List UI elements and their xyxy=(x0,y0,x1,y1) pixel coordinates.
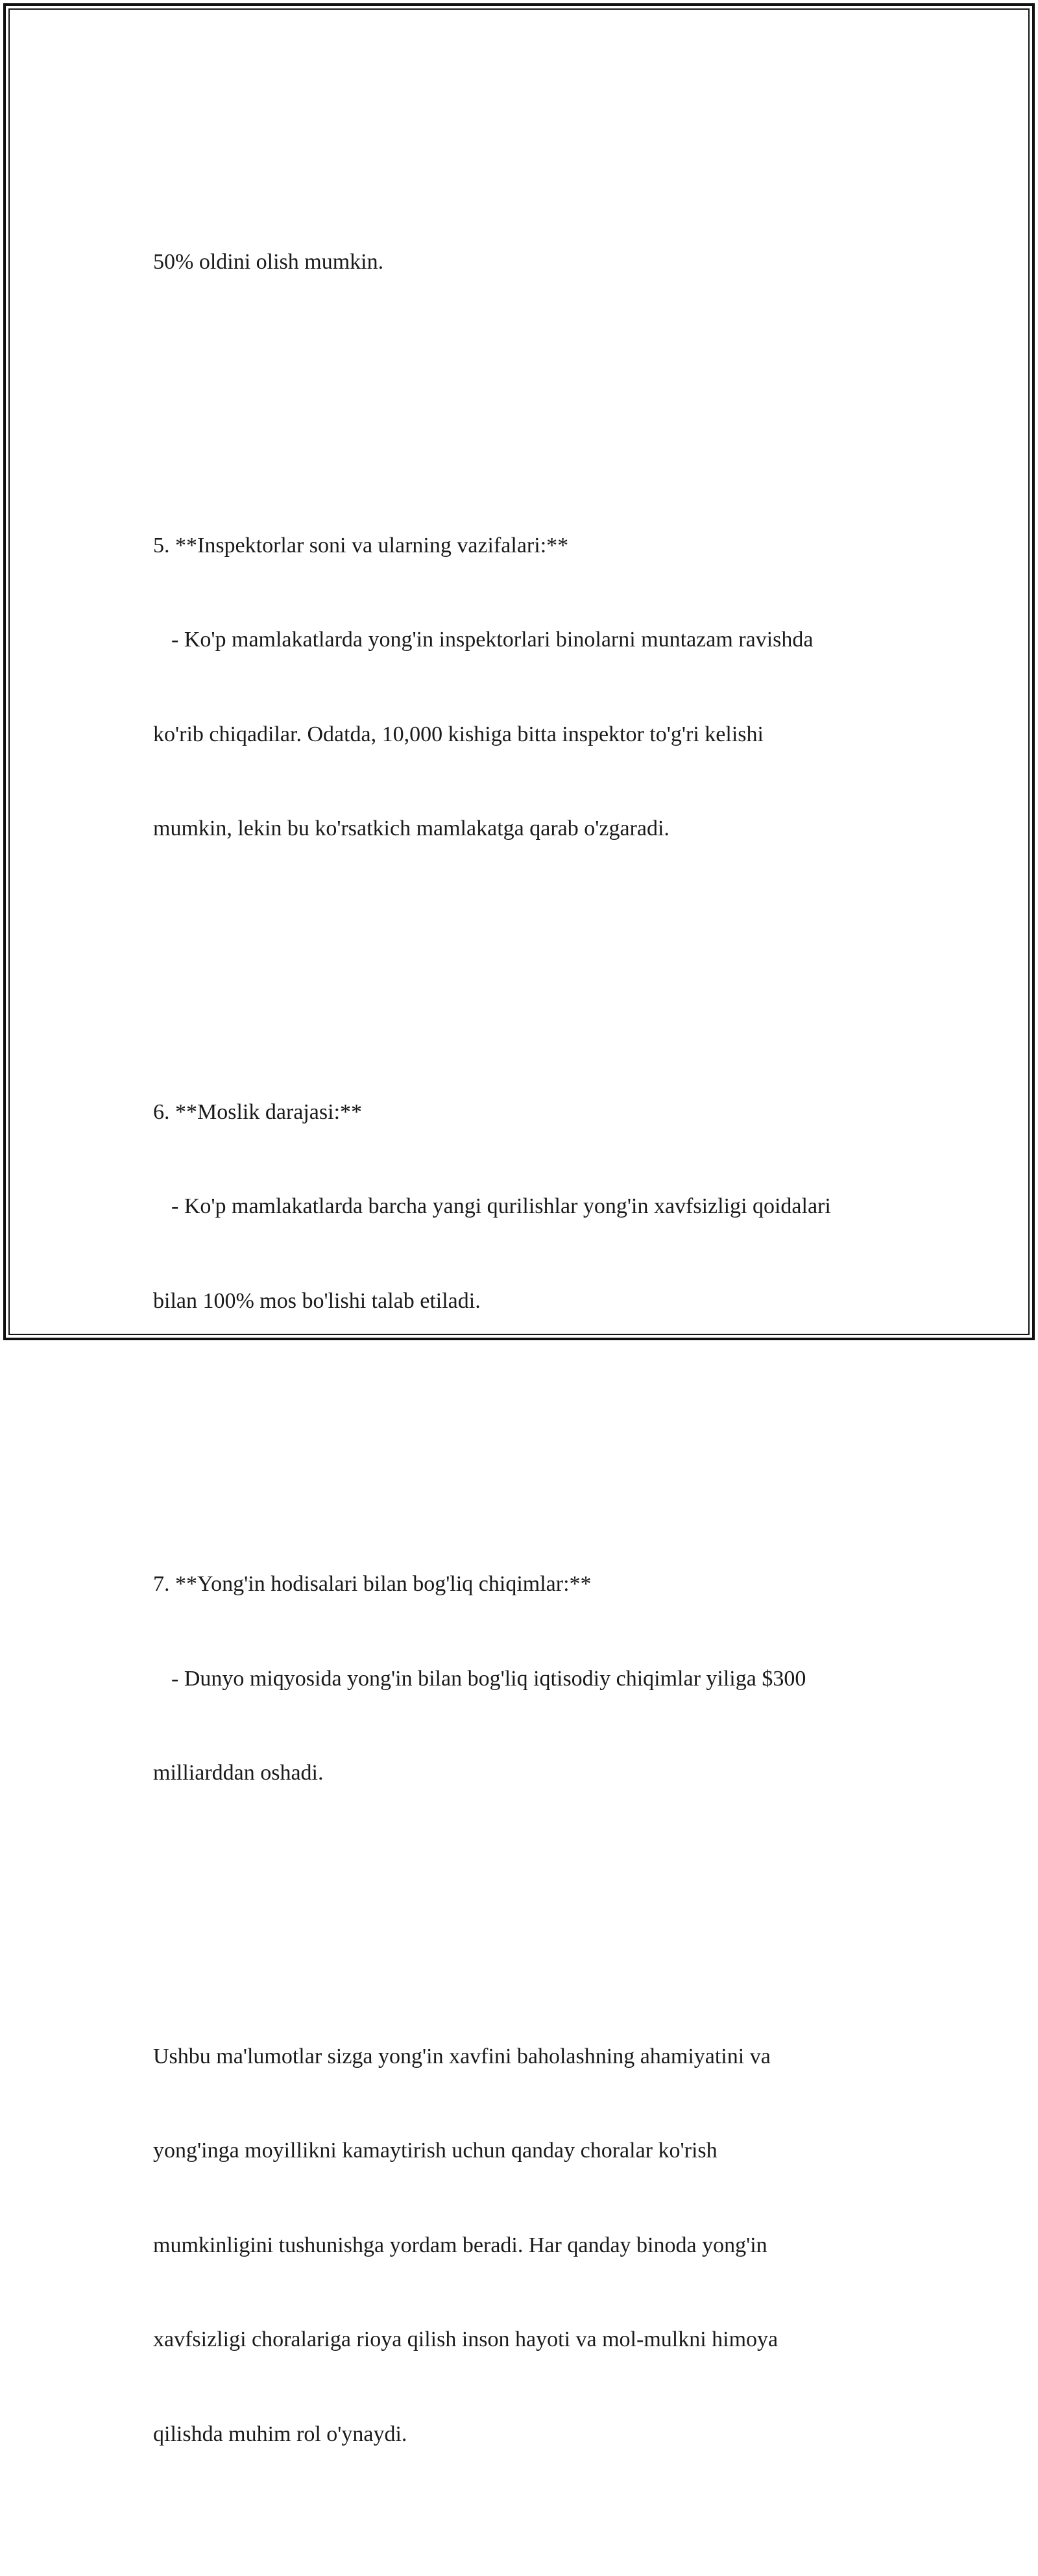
item-line: - Ko'p mamlakatlarda barcha yangi qurilishlar yong'in xavfsizligi qoidalari xyxy=(171,1194,831,1218)
continuation-paragraph xyxy=(153,184,919,341)
item-heading: 5. **Inspektorlar soni va ularning vazifalari:** xyxy=(153,533,569,558)
document-body xyxy=(153,121,919,2576)
list-item-6 xyxy=(153,1034,919,1380)
item-heading: 6. **Moslik darajasi:** xyxy=(153,1099,363,1124)
conclusion-line: qilishda muhim rol o'ynaydi. xyxy=(153,2422,407,2446)
item-line: bilan 100% mos bo'lishi talab etiladi. xyxy=(153,1288,481,1313)
list-item-7 xyxy=(153,1506,919,1852)
item-line: - Ko'p mamlakatlarda yong'in inspektorlari binolarni muntazam ravishda xyxy=(171,628,814,652)
conclusion-line: yong'inga moyillikni kamaytirish uchun qanday choralar ko'rish xyxy=(153,2139,718,2163)
conclusion-line: mumkinligini tushunishga yordam beradi. Har qanday binoda yong'in xyxy=(153,2233,767,2257)
item-line: ko'rib chiqadilar. Odatda, 10,000 kishiga bitta inspektor to'g'ri kelishi xyxy=(153,722,764,746)
continuation-line: 50% oldini olish mumkin. xyxy=(153,250,384,274)
item-line: milliarddan oshadi. xyxy=(153,1761,324,1785)
conclusion-line: xavfsizligi choralariga rioya qilish inson hayoti va mol-mulkni himoya xyxy=(153,2327,779,2351)
conclusion-line: Ushbu ma'lumotlar sizga yong'in xavfini baholashning ahamiyatini va xyxy=(153,2044,771,2068)
item-line: - Dunyo miqyosida yong'in bilan bog'liq iqtisodiy chiqimlar yiliga $300 xyxy=(171,1666,806,1691)
item-heading: 7. **Yong'in hodisalari bilan bog'liq chiqimlar:** xyxy=(153,1572,592,1596)
list-item-5 xyxy=(153,467,919,908)
conclusion-paragraph xyxy=(153,1978,919,2514)
item-line: mumkin, lekin bu ko'rsatkich mamlakatga qarab o'zgaradi. xyxy=(153,816,670,840)
